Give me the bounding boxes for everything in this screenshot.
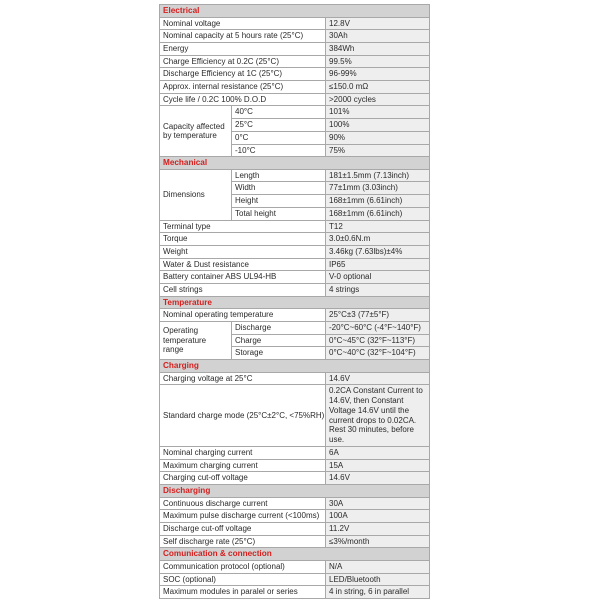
spec-label: Standard charge mode (25°C±2°C, <75%RH) [160, 385, 326, 447]
spec-value: 75% [326, 144, 430, 157]
spec-value: 96-99% [326, 68, 430, 81]
spec-value: 168±1mm (6.61inch) [326, 195, 430, 208]
spec-label: Torque [160, 233, 326, 246]
spec-value: 99.5% [326, 55, 430, 68]
table-row [160, 245, 430, 258]
table-row [160, 535, 430, 548]
spec-value: >2000 cycles [326, 93, 430, 106]
section-header [160, 5, 430, 18]
spec-table-body [160, 5, 430, 599]
spec-label: Maximum pulse discharge current (<100ms) [160, 510, 326, 523]
table-row [160, 372, 430, 385]
spec-label: Self discharge rate (25°C) [160, 535, 326, 548]
spec-value: IP65 [326, 258, 430, 271]
spec-label: Weight [160, 245, 326, 258]
spec-value: 181±1.5mm (7.13inch) [326, 169, 430, 182]
sub-label: Charge [232, 334, 326, 347]
section-header [160, 360, 430, 373]
spec-value: 11.2V [326, 523, 430, 536]
section-title: Temperature [160, 296, 430, 309]
spec-label: Maximum modules in paralel or series [160, 586, 326, 599]
spec-label: Nominal charging current [160, 447, 326, 460]
table-row [160, 81, 430, 94]
spec-value: ≤3%/month [326, 535, 430, 548]
sub-label: Storage [232, 347, 326, 360]
spec-value: 3.0±0.6N.m [326, 233, 430, 246]
table-row [160, 30, 430, 43]
section-header [160, 296, 430, 309]
table-row [160, 55, 430, 68]
group-label: Dimensions [160, 169, 232, 220]
spec-value: 168±1mm (6.61inch) [326, 207, 430, 220]
spec-label: Discharge Efficiency at 1C (25°C) [160, 68, 326, 81]
spec-value: 90% [326, 131, 430, 144]
spec-label: SOC (optional) [160, 573, 326, 586]
spec-label: Energy [160, 42, 326, 55]
spec-label: Charging voltage at 25°C [160, 372, 326, 385]
table-row [160, 271, 430, 284]
table-row [160, 472, 430, 485]
section-header [160, 548, 430, 561]
table-row [160, 385, 430, 447]
spec-label: Charging cut-off voltage [160, 472, 326, 485]
table-row [160, 447, 430, 460]
spec-value: -20°C~60°C (-4°F~140°F) [326, 321, 430, 334]
table-row [160, 258, 430, 271]
spec-value: 14.6V [326, 472, 430, 485]
spec-value: 101% [326, 106, 430, 119]
table-row [160, 106, 430, 119]
sub-label: Width [232, 182, 326, 195]
spec-value: 100A [326, 510, 430, 523]
spec-value: V-0 optional [326, 271, 430, 284]
table-row [160, 233, 430, 246]
spec-label: Charge Efficiency at 0.2C (25°C) [160, 55, 326, 68]
table-row [160, 68, 430, 81]
table-row [160, 169, 430, 182]
table-row [160, 321, 430, 334]
spec-label: Cell strings [160, 284, 326, 297]
spec-label: Nominal capacity at 5 hours rate (25°C) [160, 30, 326, 43]
sub-label: Length [232, 169, 326, 182]
sub-label: Height [232, 195, 326, 208]
spec-value: 100% [326, 119, 430, 132]
section-title: Discharging [160, 485, 430, 498]
table-row [160, 560, 430, 573]
spec-value: LED/Bluetooth [326, 573, 430, 586]
table-row [160, 510, 430, 523]
section-title: Charging [160, 360, 430, 373]
spec-value: T12 [326, 220, 430, 233]
sub-label: 0°C [232, 131, 326, 144]
spec-label: Continuous discharge current [160, 497, 326, 510]
section-title: Comunication & connection [160, 548, 430, 561]
spec-value: 3.46kg (7.63lbs)±4% [326, 245, 430, 258]
spec-value: N/A [326, 560, 430, 573]
table-row [160, 523, 430, 536]
spec-value: 12.8V [326, 17, 430, 30]
spec-label: Nominal operating temperature [160, 309, 326, 322]
sub-label: 40°C [232, 106, 326, 119]
spec-label: Water & Dust resistance [160, 258, 326, 271]
spec-table [159, 4, 430, 599]
section-title: Mechanical [160, 157, 430, 170]
table-row [160, 573, 430, 586]
table-row [160, 93, 430, 106]
table-row [160, 309, 430, 322]
spec-value: 4 in string, 6 in parallel [326, 586, 430, 599]
table-row [160, 586, 430, 599]
group-label: Capacity affected by temperature [160, 106, 232, 157]
spec-label: Cycle life / 0.2C 100% D.O.D [160, 93, 326, 106]
spec-value: 77±1mm (3.03inch) [326, 182, 430, 195]
spec-value: 6A [326, 447, 430, 460]
spec-label: Communication protocol (optional) [160, 560, 326, 573]
sub-label: -10°C [232, 144, 326, 157]
section-header [160, 485, 430, 498]
section-header [160, 157, 430, 170]
spec-value: 384Wh [326, 42, 430, 55]
table-row [160, 497, 430, 510]
section-title: Electrical [160, 5, 430, 18]
table-row [160, 284, 430, 297]
group-label: Operating temperature range [160, 321, 232, 359]
spec-value: 0°C~40°C (32°F~104°F) [326, 347, 430, 360]
sub-label: Discharge [232, 321, 326, 334]
sub-label: 25°C [232, 119, 326, 132]
sub-label: Total height [232, 207, 326, 220]
table-row [160, 220, 430, 233]
spec-label: Discharge cut-off voltage [160, 523, 326, 536]
spec-value: 0°C~45°C (32°F~113°F) [326, 334, 430, 347]
spec-value: 30A [326, 497, 430, 510]
spec-value: 25°C±3 (77±5°F) [326, 309, 430, 322]
spec-value: 15A [326, 459, 430, 472]
table-row [160, 42, 430, 55]
table-row [160, 17, 430, 30]
spec-label: Battery container ABS UL94-HB [160, 271, 326, 284]
spec-label: Approx. internal resistance (25°C) [160, 81, 326, 94]
spec-label: Maximum charging current [160, 459, 326, 472]
spec-value: 4 strings [326, 284, 430, 297]
spec-value: 30Ah [326, 30, 430, 43]
spec-value: 0.2CA Constant Current to 14.6V, then Constant Voltage 14.6V until the current drops to 0.02CA. Rest 30 minutes, before use. [326, 385, 430, 447]
spec-label: Terminal type [160, 220, 326, 233]
table-row [160, 459, 430, 472]
spec-value: 14.6V [326, 372, 430, 385]
spec-label: Nominal voltage [160, 17, 326, 30]
spec-value: ≤150.0 mΩ [326, 81, 430, 94]
